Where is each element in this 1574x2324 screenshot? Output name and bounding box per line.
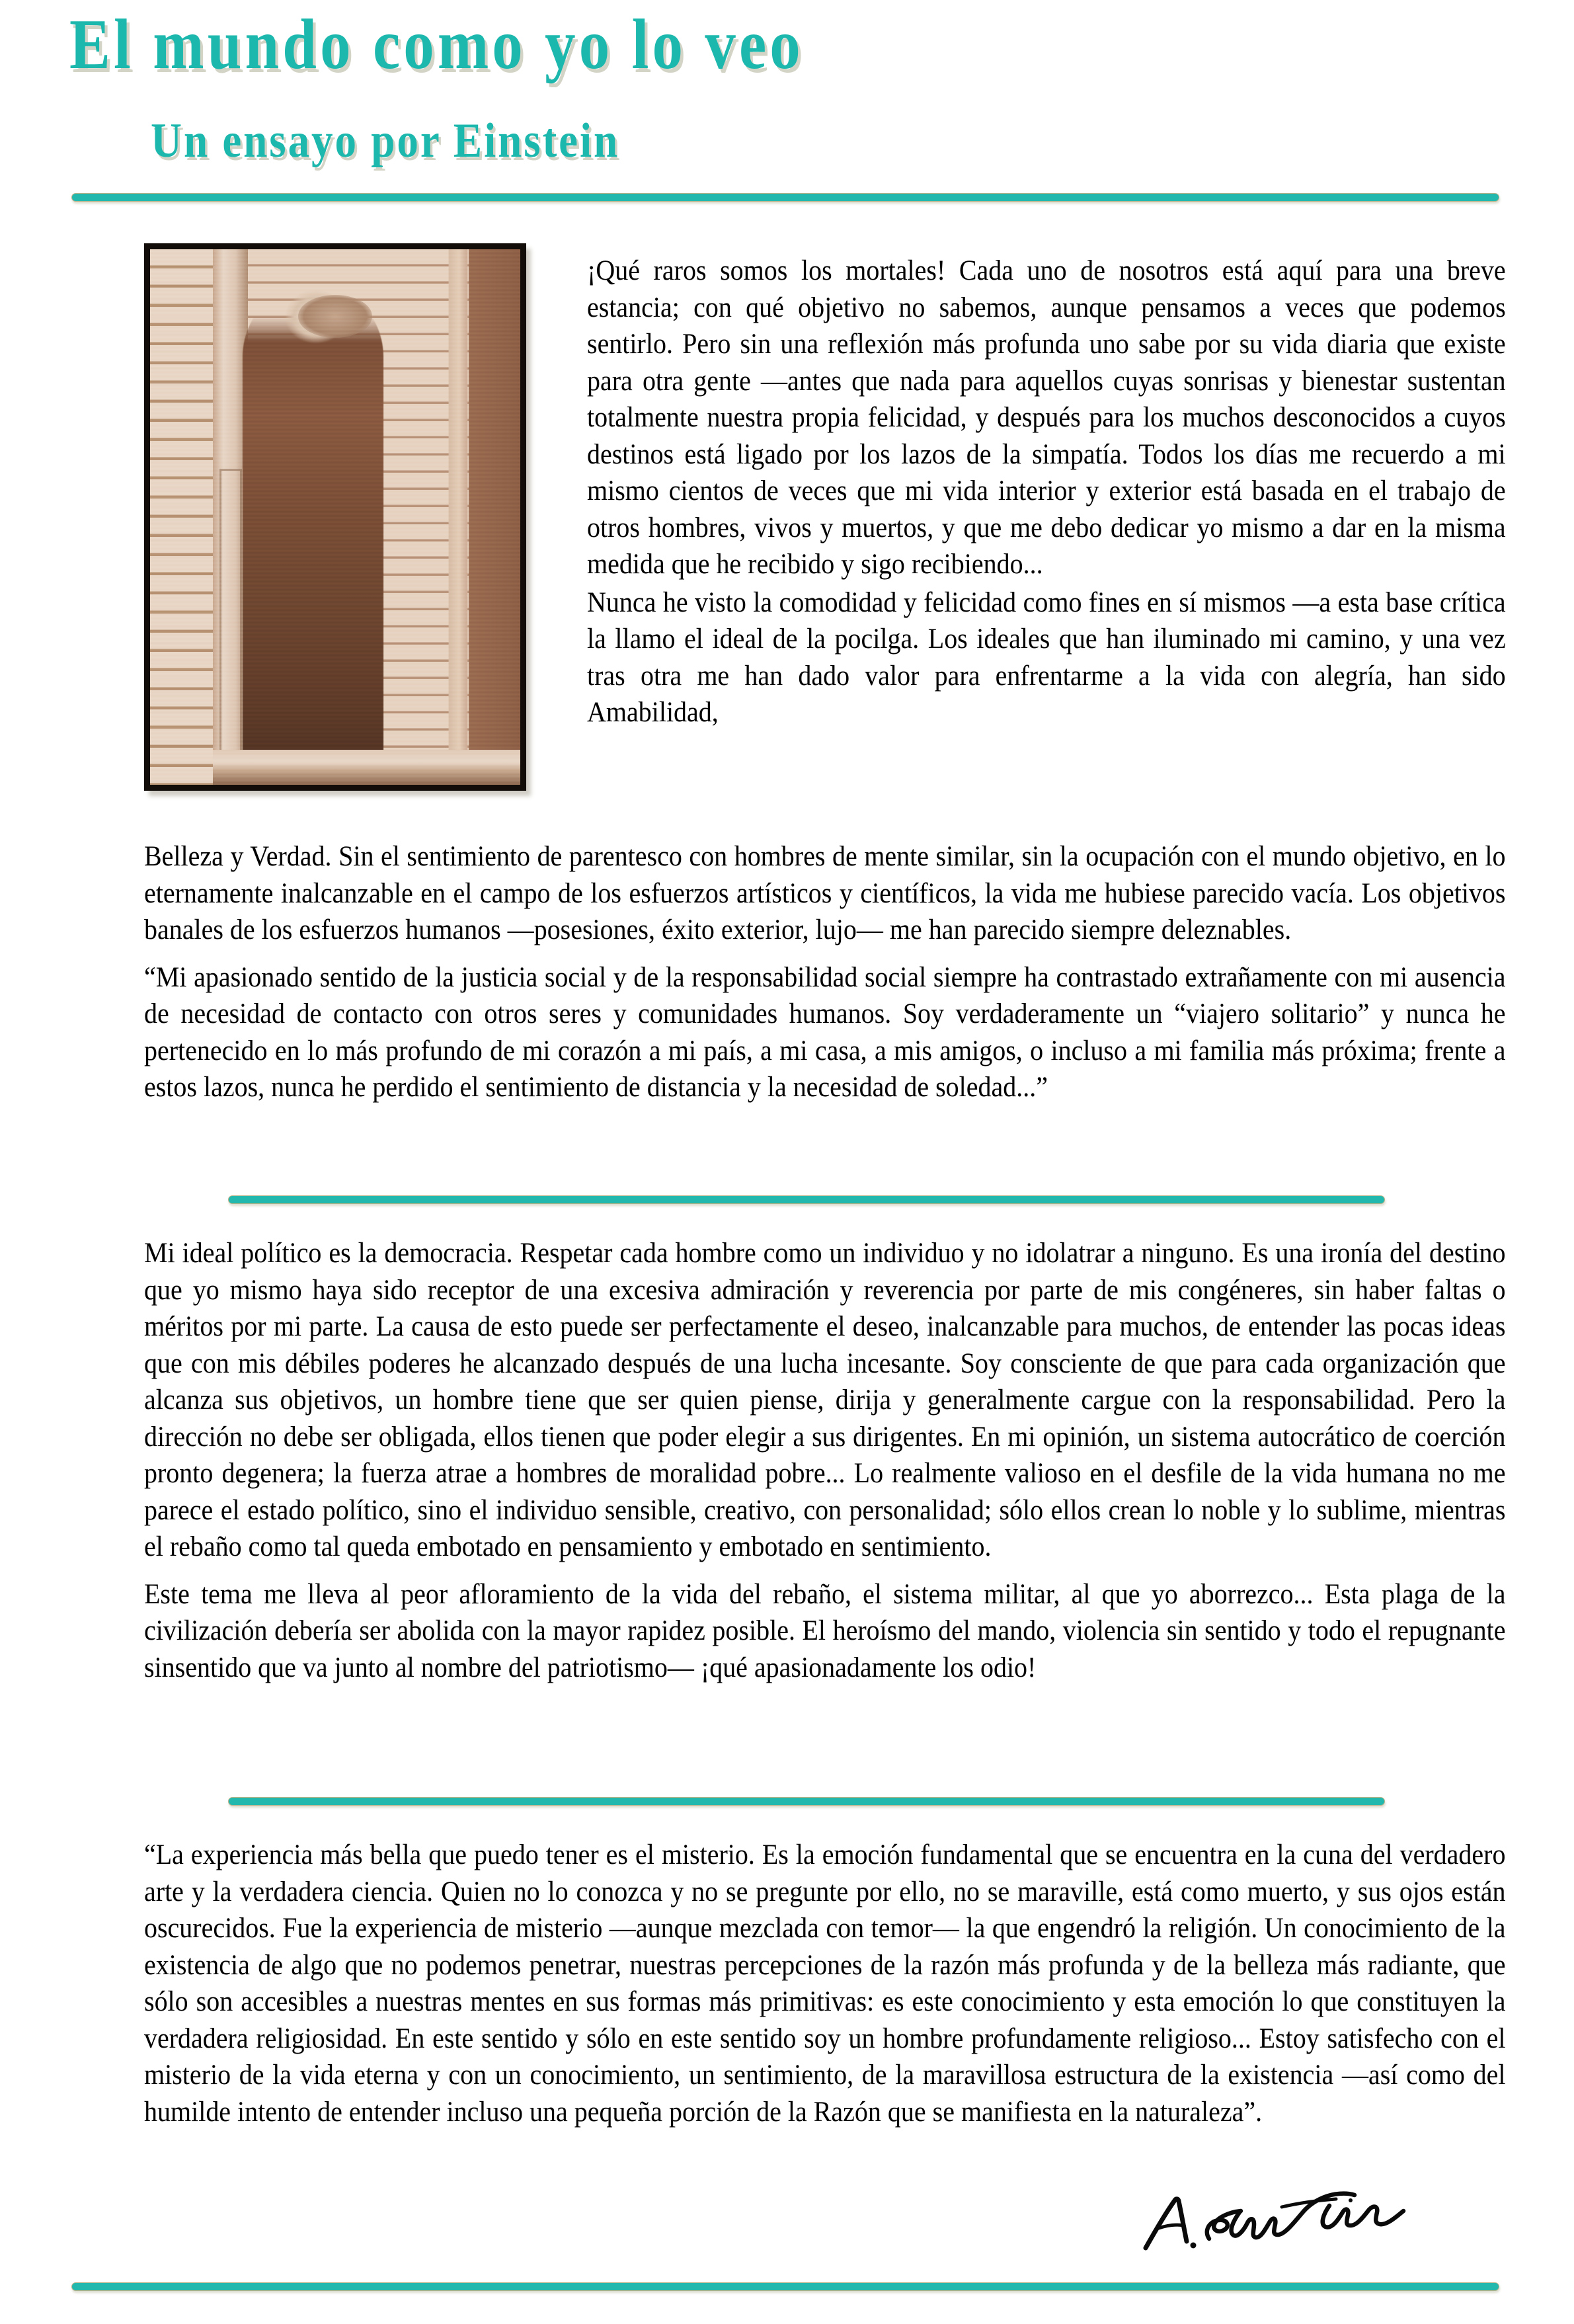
document-header xyxy=(0,0,1574,198)
footer-divider xyxy=(71,2282,1499,2291)
paragraph-spacer xyxy=(144,950,1506,959)
paragraph-s1-1: Belleza y Verdad. Sin el sentimiento de parentesco con hombres de mente similar, sin la ocupación con el mundo objetivo, en lo eternamente inalcanzable en el campo de los esfuerzos artísticos y científicos, la vida me hubiese parecido vacía. Los objetivos banales de los esfuerzos humanos —posesiones, éxito exterior, lujo— me han parecido siempre deleznables. xyxy=(144,841,1506,945)
header-divider xyxy=(71,193,1499,202)
intro-column xyxy=(587,253,1506,733)
page-title: El mundo como yo lo veo xyxy=(69,5,804,84)
paragraph-s2-2: Este tema me lleva al peor afloramiento de la vida del rebaño, el sistema militar, al que yo aborrezco... Esta plaga de la civilización debería ser abolida con la mayor rapidez posible. El heroísmo del mando, violencia sin sentido y todo el repugnante sinsentido que va junto al nombre del patriotismo— ¡qué apasionadamente los odio! xyxy=(144,1578,1506,1683)
signature-einstein xyxy=(1140,2187,1418,2266)
paragraph-intro-2: Nunca he visto la comodidad y felicidad como fines en sí mismos —a esta base crítica la llamo el ideal de la pocilga. Los ideales que han iluminado mi camino, y una vez tras otra me han dado valor para enfrentarme a la vida con alegría, han sido Amabilidad, xyxy=(587,586,1506,728)
paragraph-spacer xyxy=(144,1567,1506,1576)
section-divider-one xyxy=(228,1195,1385,1204)
page-subtitle: Un ensayo por Einstein xyxy=(151,114,620,168)
photo-image xyxy=(150,249,520,785)
section-one xyxy=(144,838,1506,1107)
section-divider-two xyxy=(228,1797,1385,1806)
paragraph-s2-1: Mi ideal político es la democracia. Respetar cada hombre como un individuo y no idolatrar a ninguno. Es una ironía del destino que yo mismo haya sido receptor de una excesiva admiración y reverencia por parte de mis congéneres, sin haber faltas o méritos por mi parte. La causa de esto puede ser perfectamente el deseo, inalcanzable para muchos, de entender las pocas ideas que con mis débiles poderes he alcanzado después de una lucha incesante. Soy consciente de que para cada organización que alcanza sus objetivos, un hombre tiene que ser quien piense, dirija y generalmente cargue con la responsabilidad. Pero la dirección no debe ser obligada, ellos tienen que poder elegir a sus dirigentes. En mi opinión, un sistema autocrático de coerción pronto degenera; la fuerza atrae a hombres de moralidad pobre... Lo realmente valioso en el desfile de la vida humana no me parece el estado político, sino el individuo sensible, creativo, con personalidad; sólo ellos crean lo noble y lo sublime, mientras el rebaño como tal queda embotado en pensamiento y embotado en sentimiento. xyxy=(144,1238,1506,1562)
paragraph-s3-1: “La experiencia más bella que puedo tener es el misterio. Es la emoción fundamental que se encuentra en la cuna del verdadero arte y la verdadera ciencia. Quien no lo conozca y no se pregunte por ello, no se maraville, está como muerto, y sus ojos están oscurecidos. Fue la experiencia de misterio —aunque mezclada con temor— la que engendró la religión. Un conocimiento de la existencia de algo que no podemos penetrar, nuestras percepciones de la razón más profunda y de la belleza más radiante, que sólo son accesibles a nuestras mentes en sus formas más primitivas: es este conocimiento y esta emoción lo que constituyen la verdadera religiosidad. En este sentido y sólo en este sentido soy un hombre profundamente religioso... Estoy satisfecho con el misterio de la vida eterna y con un conocimiento, un sentimiento, de la maravillosa estructura de la existencia —así como del humilde intento de entender incluso una pequeña porción de la Razón que se manifiesta en la naturaleza”. xyxy=(144,1839,1506,2128)
paragraph-intro-1: ¡Qué raros somos los mortales! Cada uno de nosotros está aquí para una breve estancia; con qué objetivo no sabemos, aunque pensamos a veces que podemos sentirlo. Pero sin una reflexión más profunda uno sabe por su vida diaria que existe para otra gente —antes que nada para aquellos cuyas sonrisas y bienestar sustentan totalmente nuestra propia felicidad, y después para los muchos desconocidos a cuyos destinos está ligado por los lazos de la simpatía. Todos los días me recuerdo a mi mismo cientos de veces que mi vida interior y exterior está basada en el trabajo de otros hombres, vivos y muertos, y que me debo dedicar yo mismo a dar en la misma medida que he recibido y sigo recibiendo... xyxy=(587,255,1506,580)
section-two xyxy=(144,1235,1506,1687)
photo-threshold-detail xyxy=(213,750,520,785)
section-three xyxy=(144,1837,1506,2132)
paragraph-s1-2: “Mi apasionado sentido de la justicia social y de la responsabilidad social siempre ha contrastado extrañamente con mi ausencia de necesidad de contacto con otros seres y comunidades humanos. Soy verdaderamente un “viajero solitario” y nunca he pertenecido en lo más profundo de mi corazón a mi país, a mi casa, a mis amigos, o incluso a mi familia más próxima; frente a estos lazos, nunca he perdido el sentimiento de distancia y la necesidad de soledad...” xyxy=(144,961,1506,1103)
photo-siding-detail xyxy=(150,249,213,785)
photo-figure-detail xyxy=(243,287,383,785)
einstein-photo xyxy=(144,243,526,791)
photo-face-detail xyxy=(298,295,372,338)
